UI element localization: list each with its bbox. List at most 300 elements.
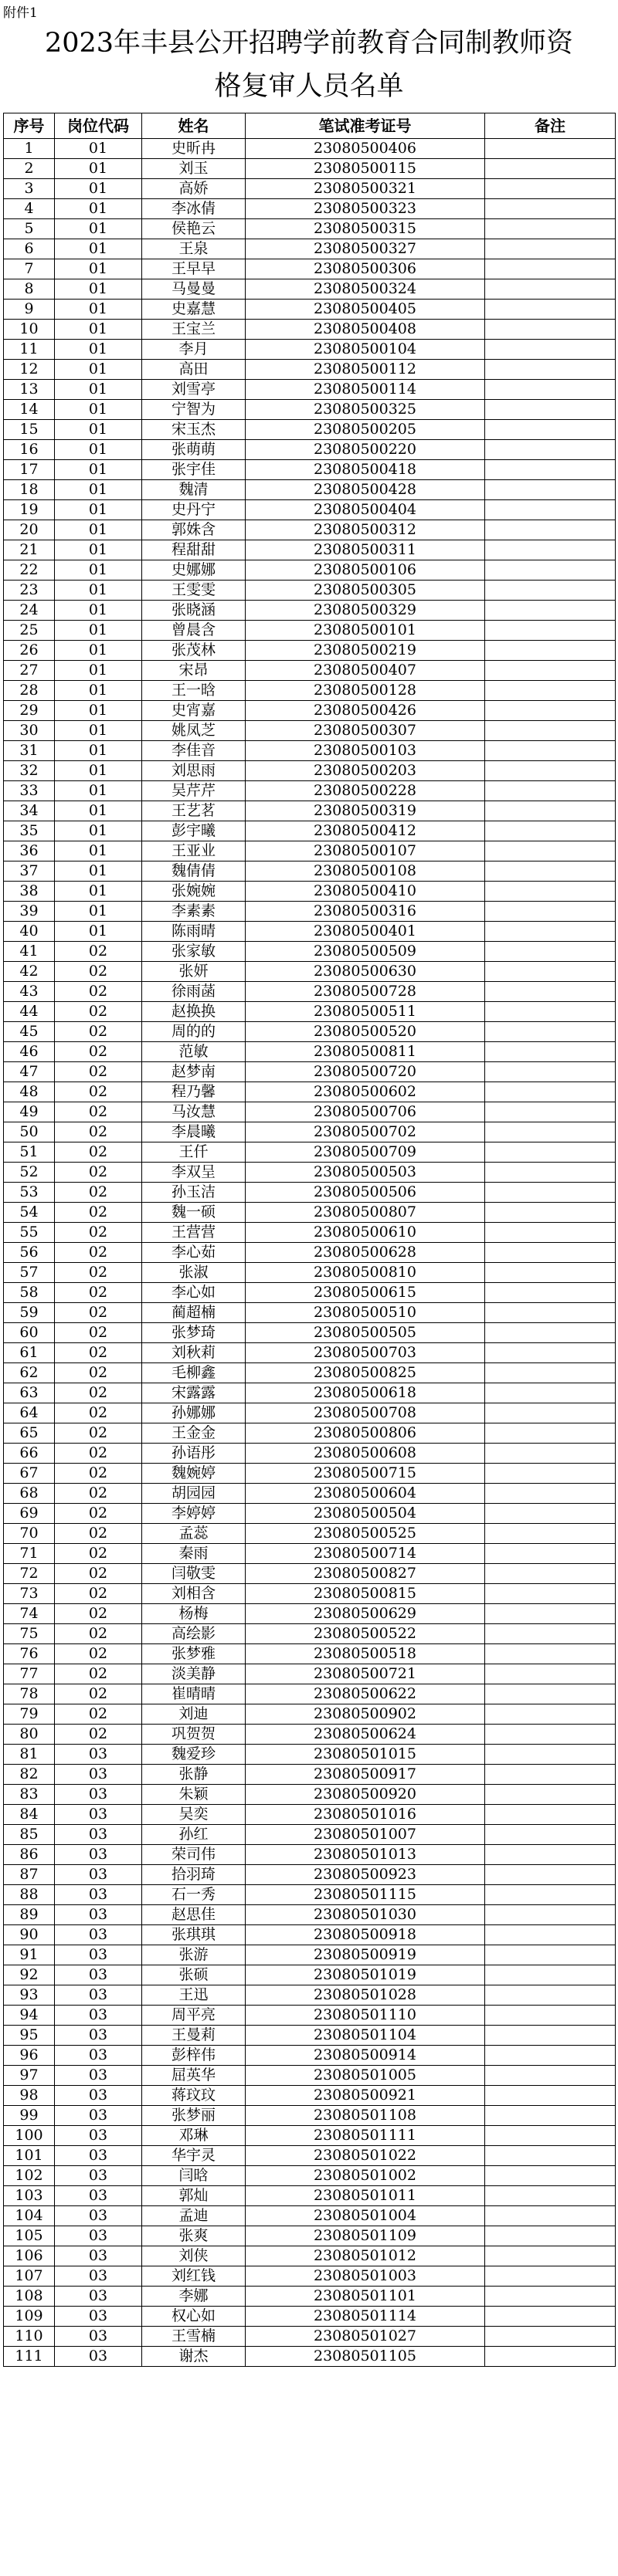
column-header-post-code: 岗位代码 [55, 113, 142, 139]
cell-name: 孙红 [142, 1825, 246, 1845]
cell-remarks [485, 540, 616, 560]
cell-exam-id: 23080500624 [246, 1725, 485, 1745]
cell-post-code: 02 [55, 1664, 142, 1684]
cell-name: 王早早 [142, 259, 246, 279]
cell-name: 刘雪亭 [142, 380, 246, 400]
cell-name: 张婉婉 [142, 882, 246, 902]
table-row [4, 199, 616, 219]
cell-remarks [485, 2226, 616, 2246]
cell-post-code: 03 [55, 2106, 142, 2126]
cell-name: 王营营 [142, 1223, 246, 1243]
cell-index: 2 [4, 159, 55, 179]
table-row [4, 1564, 616, 1584]
cell-index: 79 [4, 1704, 55, 1725]
cell-remarks [485, 681, 616, 701]
cell-name: 李晨曦 [142, 1122, 246, 1142]
cell-name: 孟蕊 [142, 1524, 246, 1544]
cell-name: 郭姝含 [142, 520, 246, 540]
cell-remarks [485, 962, 616, 982]
cell-post-code: 02 [55, 1684, 142, 1704]
table-row [4, 320, 616, 340]
cell-exam-id: 23080500604 [246, 1484, 485, 1504]
cell-name: 李佳音 [142, 741, 246, 761]
cell-name: 张萌萌 [142, 440, 246, 460]
cell-remarks [485, 2246, 616, 2266]
cell-remarks [485, 259, 616, 279]
cell-name: 荣司伟 [142, 1845, 246, 1865]
table-row [4, 540, 616, 560]
table-row [4, 279, 616, 300]
cell-name: 马曼曼 [142, 279, 246, 300]
table-row [4, 179, 616, 199]
cell-post-code: 03 [55, 2046, 142, 2066]
cell-name: 马汝慧 [142, 1102, 246, 1122]
cell-name: 闫敬雯 [142, 1564, 246, 1584]
cell-remarks [485, 1403, 616, 1423]
cell-remarks [485, 922, 616, 942]
cell-exam-id: 23080500220 [246, 440, 485, 460]
cell-remarks [485, 1664, 616, 1684]
cell-remarks [485, 761, 616, 781]
table-row [4, 1965, 616, 1985]
cell-name: 陈雨晴 [142, 922, 246, 942]
cell-exam-id: 23080500807 [246, 1203, 485, 1223]
cell-index: 26 [4, 641, 55, 661]
cell-name: 李心如 [142, 1283, 246, 1303]
cell-exam-id: 23080500506 [246, 1183, 485, 1203]
cell-exam-id: 23080500428 [246, 480, 485, 500]
cell-post-code: 01 [55, 922, 142, 942]
cell-exam-id: 23080501111 [246, 2126, 485, 2146]
cell-index: 98 [4, 2086, 55, 2106]
cell-name: 孙娜娜 [142, 1403, 246, 1423]
cell-exam-id: 23080500520 [246, 1022, 485, 1042]
cell-name: 张茂林 [142, 641, 246, 661]
cell-exam-id: 23080500921 [246, 2086, 485, 2106]
cell-name: 李婷婷 [142, 1504, 246, 1524]
cell-name: 刘相含 [142, 1584, 246, 1604]
table-row [4, 902, 616, 922]
cell-post-code: 03 [55, 2266, 142, 2287]
cell-exam-id: 23080500324 [246, 279, 485, 300]
cell-post-code: 03 [55, 2126, 142, 2146]
table-body [4, 139, 616, 2367]
table-row [4, 1664, 616, 1684]
table-row [4, 2327, 616, 2347]
table-row [4, 641, 616, 661]
cell-exam-id: 23080500108 [246, 861, 485, 882]
cell-post-code: 02 [55, 1464, 142, 1484]
cell-index: 93 [4, 1985, 55, 2006]
table-row [4, 1042, 616, 1062]
cell-name: 宋昂 [142, 661, 246, 681]
cell-exam-id: 23080500504 [246, 1504, 485, 1524]
cell-remarks [485, 1785, 616, 1805]
cell-exam-id: 23080500923 [246, 1865, 485, 1885]
cell-remarks [485, 1444, 616, 1464]
cell-name: 张爽 [142, 2226, 246, 2246]
table-row [4, 159, 616, 179]
cell-post-code: 03 [55, 2226, 142, 2246]
table-row [4, 1363, 616, 1383]
cell-name: 蒋玟玟 [142, 2086, 246, 2106]
cell-post-code: 03 [55, 2347, 142, 2367]
cell-index: 51 [4, 1142, 55, 1163]
table-row [4, 2287, 616, 2307]
table-row [4, 1865, 616, 1885]
cell-post-code: 03 [55, 1865, 142, 1885]
document-title [0, 22, 618, 108]
cell-name: 张静 [142, 1765, 246, 1785]
cell-exam-id: 23080500401 [246, 922, 485, 942]
cell-post-code: 01 [55, 500, 142, 520]
cell-post-code: 02 [55, 1142, 142, 1163]
cell-index: 33 [4, 781, 55, 801]
cell-index: 45 [4, 1022, 55, 1042]
cell-post-code: 01 [55, 701, 142, 721]
cell-index: 58 [4, 1283, 55, 1303]
cell-exam-id: 23080500404 [246, 500, 485, 520]
cell-post-code: 03 [55, 1845, 142, 1865]
cell-post-code: 01 [55, 681, 142, 701]
table-row [4, 1945, 616, 1965]
cell-remarks [485, 380, 616, 400]
cell-index: 97 [4, 2066, 55, 2086]
cell-exam-id: 23080500407 [246, 661, 485, 681]
cell-index: 44 [4, 1002, 55, 1022]
cell-exam-id: 23080500815 [246, 1584, 485, 1604]
cell-post-code: 02 [55, 1444, 142, 1464]
cell-remarks [485, 1223, 616, 1243]
cell-post-code: 02 [55, 1704, 142, 1725]
cell-exam-id: 23080500112 [246, 360, 485, 380]
cell-name: 赵换换 [142, 1002, 246, 1022]
cell-post-code: 02 [55, 1383, 142, 1403]
cell-post-code: 01 [55, 581, 142, 601]
table-row [4, 1805, 616, 1825]
table-row [4, 440, 616, 460]
cell-exam-id: 23080500920 [246, 1785, 485, 1805]
table-row [4, 520, 616, 540]
cell-index: 8 [4, 279, 55, 300]
cell-remarks [485, 360, 616, 380]
cell-remarks [485, 1965, 616, 1985]
cell-exam-id: 23080501027 [246, 2327, 485, 2347]
cell-remarks [485, 882, 616, 902]
cell-index: 16 [4, 440, 55, 460]
cell-exam-id: 23080501015 [246, 1745, 485, 1765]
title-line-1: 2023年丰县公开招聘学前教育合同制教师资 [44, 28, 574, 59]
cell-index: 24 [4, 601, 55, 621]
cell-index: 106 [4, 2246, 55, 2266]
cell-remarks [485, 1002, 616, 1022]
cell-remarks [485, 219, 616, 239]
cell-remarks [485, 2006, 616, 2026]
cell-name: 王泉 [142, 239, 246, 259]
cell-name: 魏清 [142, 480, 246, 500]
cell-name: 华宇灵 [142, 2146, 246, 2166]
cell-exam-id: 23080500728 [246, 982, 485, 1002]
cell-remarks [485, 1504, 616, 1524]
table-row [4, 962, 616, 982]
cell-name: 吴奕 [142, 1805, 246, 1825]
cell-index: 87 [4, 1865, 55, 1885]
table-row [4, 400, 616, 420]
cell-post-code: 02 [55, 1544, 142, 1564]
cell-exam-id: 23080500329 [246, 601, 485, 621]
cell-remarks [485, 460, 616, 480]
cell-remarks [485, 199, 616, 219]
cell-remarks [485, 1283, 616, 1303]
cell-index: 18 [4, 480, 55, 500]
cell-name: 彭宇曦 [142, 821, 246, 841]
cell-post-code: 03 [55, 2146, 142, 2166]
column-header-name: 姓名 [142, 113, 246, 139]
table-row [4, 560, 616, 581]
cell-index: 65 [4, 1423, 55, 1444]
cell-post-code: 01 [55, 300, 142, 320]
cell-exam-id: 23080501019 [246, 1965, 485, 1985]
cell-remarks [485, 1383, 616, 1403]
cell-remarks [485, 1765, 616, 1785]
cell-exam-id: 23080501104 [246, 2026, 485, 2046]
cell-index: 10 [4, 320, 55, 340]
cell-exam-id: 23080500628 [246, 1243, 485, 1263]
cell-remarks [485, 2146, 616, 2166]
cell-remarks [485, 2046, 616, 2066]
cell-post-code: 03 [55, 1885, 142, 1905]
cell-remarks [485, 1343, 616, 1363]
cell-post-code: 01 [55, 440, 142, 460]
cell-remarks [485, 179, 616, 199]
cell-remarks [485, 2166, 616, 2186]
table-row [4, 1544, 616, 1564]
table-row [4, 1243, 616, 1263]
cell-index: 49 [4, 1102, 55, 1122]
cell-post-code: 02 [55, 1082, 142, 1102]
cell-remarks [485, 1484, 616, 1504]
cell-exam-id: 23080500706 [246, 1102, 485, 1122]
cell-post-code: 01 [55, 380, 142, 400]
cell-post-code: 01 [55, 199, 142, 219]
cell-post-code: 01 [55, 801, 142, 821]
table-row [4, 1925, 616, 1945]
cell-name: 周的的 [142, 1022, 246, 1042]
cell-index: 81 [4, 1745, 55, 1765]
table-row [4, 741, 616, 761]
cell-name: 巩贺贺 [142, 1725, 246, 1745]
cell-index: 108 [4, 2287, 55, 2307]
cell-exam-id: 23080500327 [246, 239, 485, 259]
cell-index: 3 [4, 179, 55, 199]
cell-remarks [485, 1163, 616, 1183]
cell-remarks [485, 902, 616, 922]
cell-remarks [485, 1142, 616, 1163]
cell-exam-id: 23080500618 [246, 1383, 485, 1403]
cell-remarks [485, 239, 616, 259]
cell-index: 19 [4, 500, 55, 520]
cell-exam-id: 23080500608 [246, 1444, 485, 1464]
cell-index: 66 [4, 1444, 55, 1464]
cell-index: 105 [4, 2226, 55, 2246]
table-row [4, 781, 616, 801]
cell-index: 47 [4, 1062, 55, 1082]
cell-post-code: 02 [55, 1002, 142, 1022]
cell-post-code: 01 [55, 761, 142, 781]
cell-exam-id: 23080501030 [246, 1905, 485, 1925]
cell-remarks [485, 1363, 616, 1383]
cell-post-code: 01 [55, 601, 142, 621]
table-row [4, 922, 616, 942]
cell-index: 15 [4, 420, 55, 440]
cell-name: 程乃馨 [142, 1082, 246, 1102]
cell-remarks [485, 300, 616, 320]
cell-exam-id: 23080500510 [246, 1303, 485, 1323]
cell-name: 吴芹芹 [142, 781, 246, 801]
cell-exam-id: 23080500825 [246, 1363, 485, 1383]
cell-index: 76 [4, 1644, 55, 1664]
cell-remarks [485, 1604, 616, 1624]
annex-label: 附件1 [3, 5, 38, 21]
cell-remarks [485, 641, 616, 661]
cell-index: 77 [4, 1664, 55, 1684]
cell-remarks [485, 1303, 616, 1323]
table-row [4, 821, 616, 841]
cell-exam-id: 23080500919 [246, 1945, 485, 1965]
table-row [4, 1022, 616, 1042]
cell-post-code: 02 [55, 1122, 142, 1142]
cell-exam-id: 23080500406 [246, 139, 485, 159]
cell-post-code: 01 [55, 259, 142, 279]
cell-exam-id: 23080500918 [246, 1925, 485, 1945]
cell-exam-id: 23080500205 [246, 420, 485, 440]
cell-index: 1 [4, 139, 55, 159]
cell-index: 17 [4, 460, 55, 480]
cell-remarks [485, 2106, 616, 2126]
cell-remarks [485, 1684, 616, 1704]
cell-index: 96 [4, 2046, 55, 2066]
table-row [4, 761, 616, 781]
table-row [4, 239, 616, 259]
cell-name: 谢杰 [142, 2347, 246, 2367]
cell-post-code: 02 [55, 1564, 142, 1584]
cell-exam-id: 23080500509 [246, 942, 485, 962]
cell-post-code: 01 [55, 139, 142, 159]
cell-name: 张晓涵 [142, 601, 246, 621]
cell-index: 102 [4, 2166, 55, 2186]
cell-index: 94 [4, 2006, 55, 2026]
cell-post-code: 01 [55, 821, 142, 841]
cell-name: 王曼莉 [142, 2026, 246, 2046]
cell-index: 91 [4, 1945, 55, 1965]
table-row [4, 2206, 616, 2226]
cell-remarks [485, 2307, 616, 2327]
cell-index: 111 [4, 2347, 55, 2367]
table-row [4, 1142, 616, 1163]
title-line-2: 格复审人员名单 [214, 71, 404, 102]
cell-remarks [485, 2126, 616, 2146]
cell-remarks [485, 2266, 616, 2287]
cell-exam-id: 23080500715 [246, 1464, 485, 1484]
cell-exam-id: 23080500219 [246, 641, 485, 661]
cell-post-code: 02 [55, 982, 142, 1002]
cell-name: 张游 [142, 1945, 246, 1965]
table-row [4, 2166, 616, 2186]
cell-name: 李冰倩 [142, 199, 246, 219]
cell-exam-id: 23080501105 [246, 2347, 485, 2367]
cell-remarks [485, 1624, 616, 1644]
cell-remarks [485, 1464, 616, 1484]
cell-exam-id: 23080500610 [246, 1223, 485, 1243]
table-row [4, 2106, 616, 2126]
cell-post-code: 01 [55, 882, 142, 902]
cell-post-code: 03 [55, 2186, 142, 2206]
cell-remarks [485, 2086, 616, 2106]
cell-post-code: 01 [55, 902, 142, 922]
table-row [4, 2006, 616, 2026]
cell-name: 姚凤芝 [142, 721, 246, 741]
cell-post-code: 03 [55, 1805, 142, 1825]
cell-post-code: 01 [55, 420, 142, 440]
cell-exam-id: 23080501016 [246, 1805, 485, 1825]
cell-index: 4 [4, 199, 55, 219]
cell-exam-id: 23080500103 [246, 741, 485, 761]
cell-name: 张硕 [142, 1965, 246, 1985]
cell-index: 95 [4, 2026, 55, 2046]
column-header-exam-id: 笔试准考证号 [246, 113, 485, 139]
cell-index: 86 [4, 1845, 55, 1865]
table-row [4, 1303, 616, 1323]
cell-name: 高娇 [142, 179, 246, 199]
cell-index: 70 [4, 1524, 55, 1544]
table-row [4, 1785, 616, 1805]
cell-index: 104 [4, 2206, 55, 2226]
table-row [4, 2066, 616, 2086]
cell-remarks [485, 1945, 616, 1965]
cell-exam-id: 23080500408 [246, 320, 485, 340]
cell-name: 闫晗 [142, 2166, 246, 2186]
table-row [4, 1905, 616, 1925]
cell-name: 王亚业 [142, 841, 246, 861]
table-row [4, 2126, 616, 2146]
cell-exam-id: 23080500505 [246, 1323, 485, 1343]
cell-name: 张琪琪 [142, 1925, 246, 1945]
table-row [4, 1343, 616, 1363]
table-row [4, 2307, 616, 2327]
cell-index: 53 [4, 1183, 55, 1203]
cell-remarks [485, 701, 616, 721]
table-row [4, 1183, 616, 1203]
cell-exam-id: 23080500703 [246, 1343, 485, 1363]
cell-index: 64 [4, 1403, 55, 1423]
cell-exam-id: 23080500418 [246, 460, 485, 480]
cell-name: 李心茹 [142, 1243, 246, 1263]
cell-exam-id: 23080501108 [246, 2106, 485, 2126]
cell-exam-id: 23080500319 [246, 801, 485, 821]
cell-name: 李素素 [142, 902, 246, 922]
cell-remarks [485, 1203, 616, 1223]
table-row [4, 621, 616, 641]
candidate-table [3, 113, 616, 2367]
cell-remarks [485, 1845, 616, 1865]
cell-name: 李月 [142, 340, 246, 360]
cell-post-code: 02 [55, 1303, 142, 1323]
cell-name: 史娜娜 [142, 560, 246, 581]
table-row [4, 2347, 616, 2367]
table-row [4, 1163, 616, 1183]
cell-post-code: 01 [55, 661, 142, 681]
cell-name: 王雪楠 [142, 2327, 246, 2347]
